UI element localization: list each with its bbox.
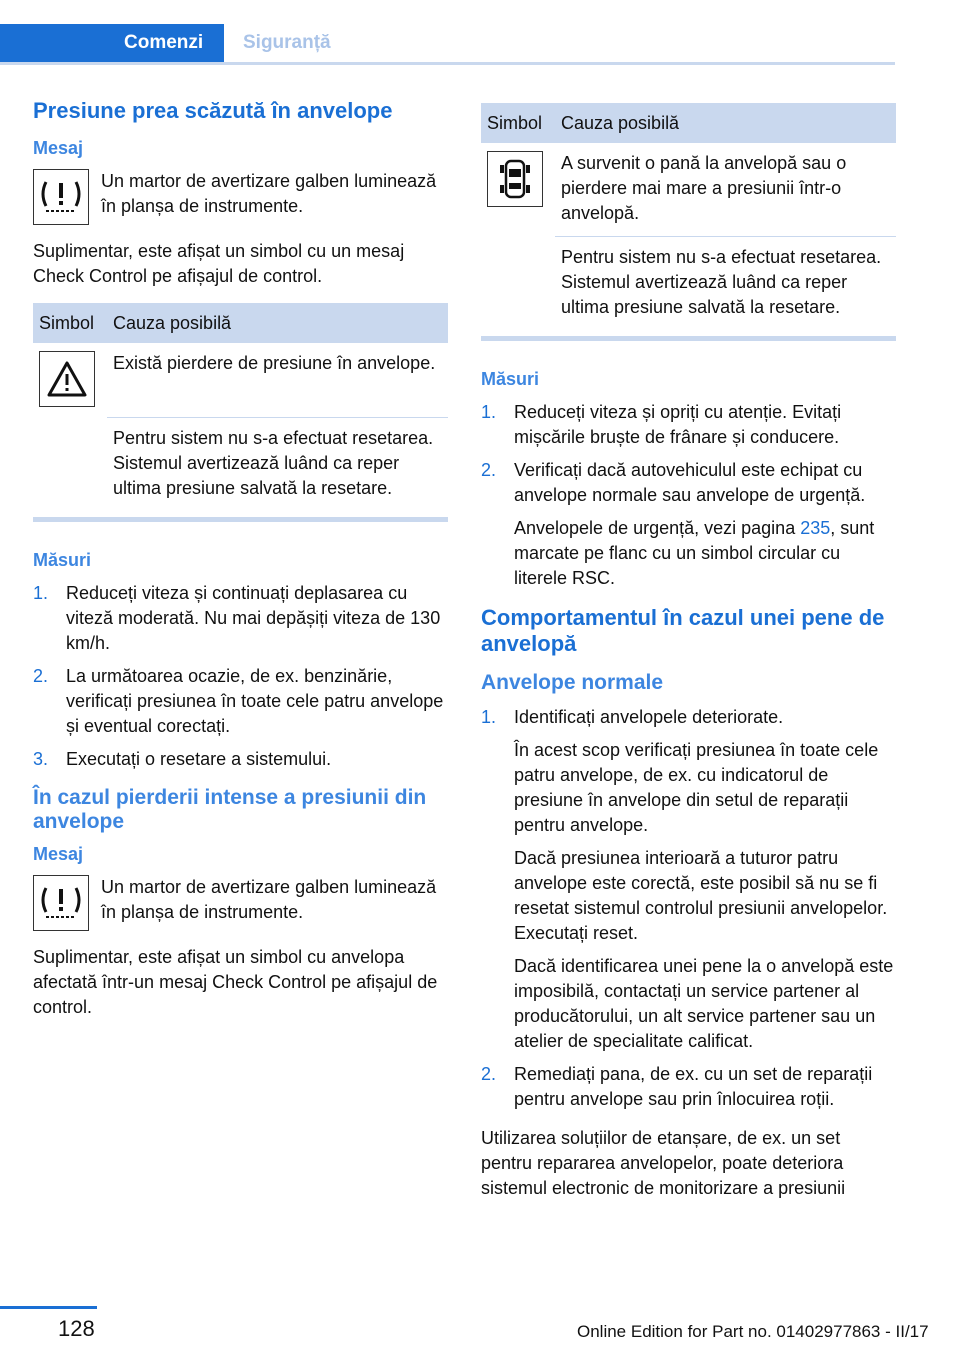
- symbol-table: [481, 103, 896, 330]
- page-number: 128: [58, 1316, 95, 1341]
- heading-intense-loss: În cazul pierderii intense a presiunii din anvelope: [33, 785, 427, 833]
- steps-list: [481, 705, 896, 1112]
- left-column: [33, 98, 448, 1034]
- right-column: [481, 103, 896, 1215]
- col-header-cause: Cauza posibilă: [555, 103, 896, 143]
- list-item: 1. Reduceți viteza și continuați deplasarea cu viteză moderată. Nu mai depășiți viteza de 130 km/h.: [33, 582, 441, 653]
- edition-text: Online Edition for Part no. 01402977863 - II/17: [577, 1322, 929, 1341]
- message-text: Un martor de avertizare galben luminează în planșa de instrumente.: [101, 171, 437, 216]
- chapter-tabs: [0, 24, 895, 65]
- supplement-text: Suplimentar, este afișat un simbol cu un mesaj Check Control pe afișajul de control.: [33, 241, 405, 286]
- tab-comenzi[interactable]: Comenzi: [0, 24, 224, 62]
- subheading-masuri: Măsuri: [33, 549, 92, 570]
- steps-list: [33, 581, 448, 772]
- table-cell: Pentru sistem nu s-a efectuat resetarea. Sistemul avertizează luând ca reper ultima presiune salvată la resetare.: [555, 237, 896, 331]
- tire-pressure-warning-icon: [33, 875, 89, 931]
- symbol-table: [33, 303, 448, 511]
- tire-pressure-warning-icon: [33, 169, 89, 225]
- table-cell: A survenit o pană la anvelopă sau o pierdere mai mare a presiunii într-o anvelopă.: [561, 153, 847, 223]
- list-item: 2. Remediați pana, de ex. cu un set de reparații pentru anvelope sau prin înlocuirea roții.: [481, 1064, 873, 1109]
- footer-divider: [0, 1306, 97, 1309]
- closing-text: Utilizarea soluțiilor de etanșare, de ex. un set pentru repararea anvelopelor, poate deteriora sistemul electronic de monitorizare a presiunii: [481, 1128, 846, 1198]
- list-item: 3. Executați o resetare a sistemului.: [33, 748, 332, 769]
- list-item: 1. Reduceți viteza și opriți cu atenție. Evitați mișcările bruște de frânare și conducere.: [481, 402, 842, 447]
- warning-triangle-icon: [39, 351, 95, 407]
- subheading-masuri: Măsuri: [481, 369, 540, 389]
- subheading-mesaj: Mesaj: [33, 843, 84, 864]
- message-block: [33, 169, 448, 225]
- message-text: Un martor de avertizare galben luminează în planșa de instrumente.: [101, 876, 437, 922]
- table-cell: Există pierdere de presiune în anvelope.: [113, 353, 436, 373]
- steps-list: [481, 400, 896, 591]
- list-item: 2. La următoarea ocazie, de ex. benzinărie, verificați presiunea în toate cele patru anvelope și eventual corectați.: [33, 665, 444, 736]
- subheading-mesaj: Mesaj: [33, 138, 84, 158]
- col-header-symbol: Simbol: [33, 303, 107, 343]
- subheading-normal-tires: Anvelope normale: [481, 671, 664, 694]
- col-header-symbol: Simbol: [481, 103, 555, 143]
- heading-low-pressure: Presiune prea scăzută în anvelope: [33, 98, 393, 123]
- heading-flat-tire-behavior: Comportamentul în cazul unei pene de anvelopă: [481, 605, 885, 656]
- page-link[interactable]: 235: [800, 518, 831, 538]
- table-cell: Pentru sistem nu s-a efectuat resetarea. Sistemul avertizează luând ca reper ultima presiune salvată la resetare.: [107, 417, 448, 511]
- message-block: [33, 875, 448, 931]
- col-header-cause: Cauza posibilă: [107, 303, 448, 343]
- list-item: 1. Identificați anvelopele deteriorate. În acest scop verificați presiunea în toate cele patru anvelope, de ex. cu indicatorul de presiune în anvelope din setul de reparații pentru anvelope. Dacă presiunea interioară a tuturor patru anvelope este corectă, este posibil să nu se fi resetat sistemul controlul presiunii anvelopelor. Executați reset. Dacă identificarea unei pene la o anvelopă este imposibilă, contactați un service partener al producătorului, un alt service partener sau un atelier de specialitate calificat.: [481, 707, 894, 1051]
- tab-siguranta[interactable]: Siguranță: [243, 32, 331, 53]
- supplement-text: Suplimentar, este afișat un simbol cu anvelopa afectată într-un mesaj Check Control pe afișajul de control.: [33, 946, 438, 1017]
- list-item: 2. Verificați dacă autovehiculul este echipat cu anvelope normale sau anvelope de urgență. Anvelopele de urgență, vezi pagina 235, sunt marcate pe flanc cu un simbol circular cu literele RSC.: [481, 460, 875, 588]
- car-flat-tire-icon: [487, 151, 543, 207]
